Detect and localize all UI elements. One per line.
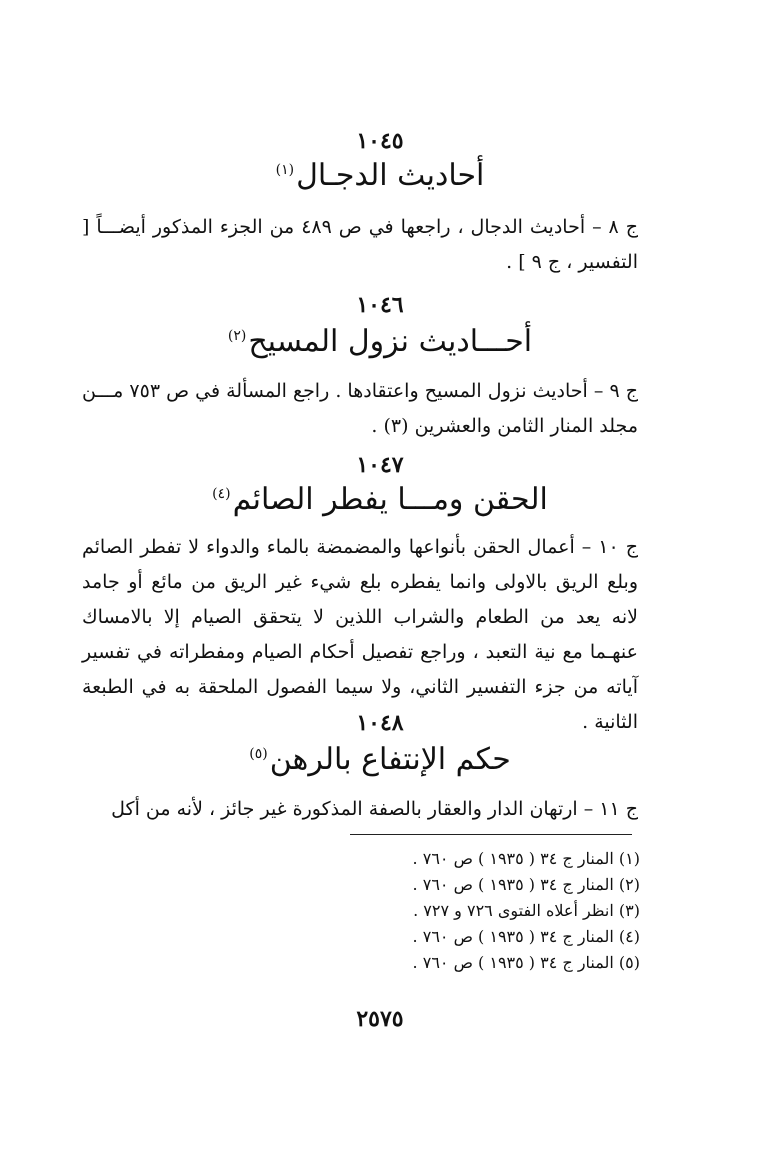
footnote: (٤) المنار ج ٣٤ ( ١٩٣٥ ) ص ٧٦٠ . [412,927,640,946]
footnote-marker: (٤) [212,486,231,502]
fatwa-title [0,158,760,193]
footnote: (٥) المنار ج ٣٤ ( ١٩٣٥ ) ص ٧٦٠ . [412,953,640,972]
footnote-marker: (٥) [249,746,268,762]
fatwa-body: ج ١٠ – أعمال الحقن بأنواعها والمضمضة بالماء والدواء لا تفطر الصائم وبلع الريق بالاولى وانما يفطره بلع شيء غير الريق من مائع أو جامد لانه يعد من الطعام والشراب اللذين لا يتحقق الصيام إلا بالامساك عنهـما مع نية التعبد ، وراجع تفصيل أحكام الصيام ومفطراته في تفسير آياته من جزء التفسير الثاني، ولا سيما الفصول الملحقة به في الطبعة الثانية . [82,536,638,733]
fatwa-body: ج ٨ – أحاديث الدجال ، راجعها في ص ٤٨٩ من الجزء المذكور أيضـــاً [ التفسير ، ج ٩ ] . [82,216,638,273]
fatwa-title-text: أحـــاديث نزول المسيح [248,324,533,359]
fatwa-title-text: حكم الإنتفاع بالرهن [269,742,511,777]
fatwa-title [0,742,760,777]
fatwa-title [0,324,760,359]
fatwa-number: ١٠٤٨ [356,710,404,736]
fatwa-title [0,482,760,517]
footnote-marker: (٢) [227,328,247,344]
footnote-divider [350,834,632,835]
fatwa-body: ج ٩ – أحاديث نزول المسيح واعتقادها . راجع المسألة في ص ٧٥٣ مـــن مجلد المنار الثامن والعشرين (٣) . [82,380,638,437]
footnotes [320,846,640,976]
fatwa-title-text: الحقن ومـــا يفطر الصائم [232,482,548,517]
footnote: (٢) المنار ج ٣٤ ( ١٩٣٥ ) ص ٧٦٠ . [412,875,640,894]
fatwa-number: ١٠٤٦ [356,292,404,318]
fatwa-number: ١٠٤٧ [356,452,404,478]
footnote: (٣) انظر أعلاه الفتوى ٧٢٦ و ٧٢٧ . [413,901,640,920]
page-number: ٢٥٧٥ [356,1006,404,1032]
footnote-marker: (١) [275,162,295,178]
fatwa-title-text: أحاديث الدجـال [296,158,485,193]
footnote: (١) المنار ج ٣٤ ( ١٩٣٥ ) ص ٧٦٠ . [412,849,640,868]
fatwa-number: ١٠٤٥ [356,128,404,154]
fatwa-body: ج ١١ – ارتهان الدار والعقار بالصفة المذكورة غير جائز ، لأنه من أكل [111,798,638,820]
